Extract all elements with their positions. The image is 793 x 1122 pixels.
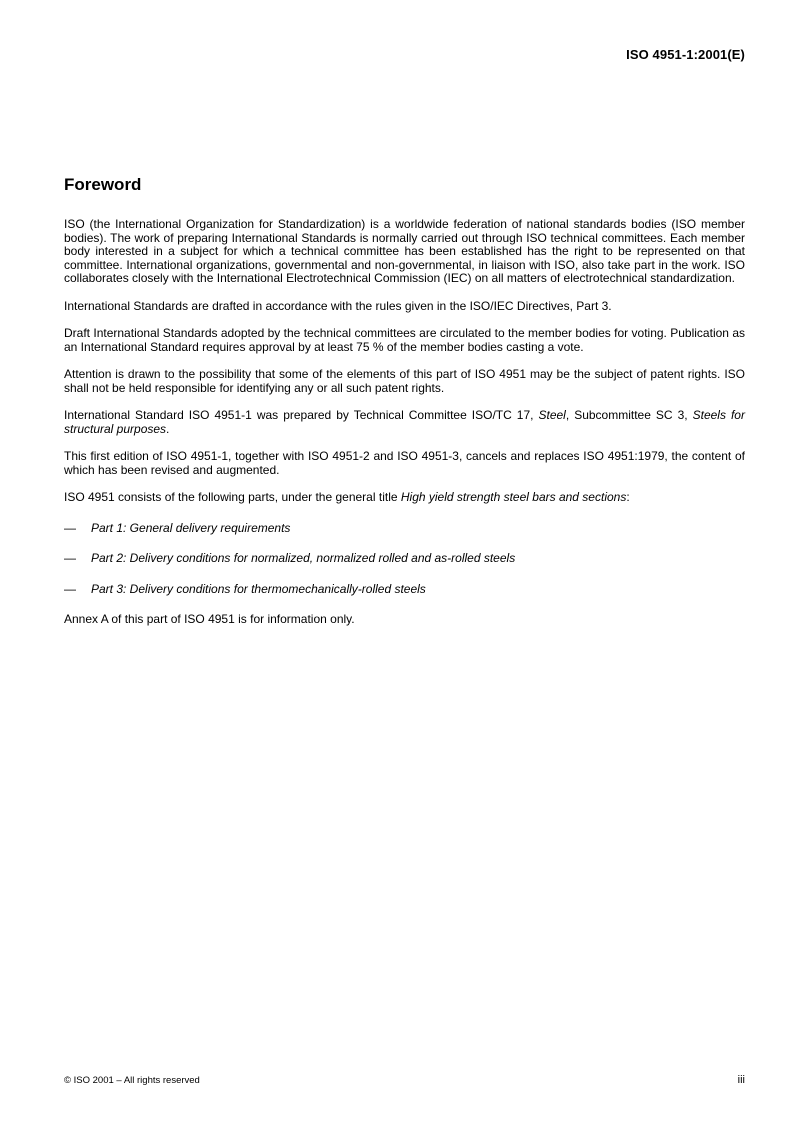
foreword-paragraph-4: Attention is drawn to the possibility that some of the elements of this part of ISO 4951 may be the subject of patent rights. ISO shall not be held responsible for identifying any or all such patent rights.: [64, 367, 745, 395]
p7-general-title: High yield strength steel bars and sections: [400, 490, 627, 504]
foreword-paragraph-7: [64, 491, 745, 505]
p7-text-a: ISO 4951 consists of the following parts, under the general title: [64, 490, 401, 504]
foreword-paragraph-8: Annex A of this part of ISO 4951 is for information only.: [64, 612, 355, 626]
foreword-paragraph-1: ISO (the International Organization for Standardization) is a worldwide federation of national standards bodies (ISO member bodies). The work of preparing International Standards is normally carried out through ISO technical committees. Each member body interested in a subject for which a technical committee has been established has the right to be represented on that committee. International organizations, governmental and non-governmental, in liaison with ISO, also take part in the work. ISO collaborates closely with the International Electrotechnical Commission (IEC) on all matters of electrotechnical standardization.: [64, 217, 745, 285]
p5-subcommittee-name: Steels for structural purposes: [64, 408, 745, 436]
foreword-paragraph-2: International Standards are drafted in accordance with the rules given in the ISO/IEC Directives, Part 3.: [64, 298, 612, 313]
p5-text-c: , Subcommittee SC 3,: [565, 408, 693, 422]
foreword-paragraph-5: [64, 409, 745, 436]
list-dash: —: [64, 581, 76, 596]
list-item-text: Part 3: Delivery conditions for thermomechanically-rolled steels: [91, 581, 426, 596]
p5-committee-name: Steel: [538, 408, 566, 422]
p5-text-a: International Standard ISO 4951-1 was prepared by Technical Committee ISO/TC 17,: [64, 408, 539, 422]
page-number: iii: [737, 1074, 745, 1086]
list-dash: —: [64, 551, 76, 565]
foreword-title: Foreword: [64, 175, 142, 194]
copyright-notice: © ISO 2001 – All rights reserved: [64, 1075, 200, 1086]
list-item: [64, 552, 745, 566]
list-item: [64, 583, 745, 597]
list-item: [64, 522, 745, 536]
foreword-paragraph-6: This first edition of ISO 4951-1, together with ISO 4951-2 and ISO 4951-3, cancels and replaces ISO 4951:1979, the content of which has been revised and augmented.: [64, 449, 745, 477]
foreword-paragraph-3: Draft International Standards adopted by the technical committees are circulated to the member bodies for voting. Publication as an International Standard requires approval by at least 75 % of the member bodies casting a vote.: [64, 326, 745, 354]
list-item-text: Part 2: Delivery conditions for normalized, normalized rolled and as-rolled steels: [91, 551, 516, 565]
document-reference: ISO 4951-1:2001(E): [626, 47, 745, 62]
foreword-section: [64, 174, 745, 641]
p7-text-c: :: [626, 490, 630, 504]
list-item-text: Part 1: General delivery requirements: [91, 520, 291, 535]
list-dash: —: [64, 520, 76, 535]
p5-text-e: .: [166, 421, 170, 436]
